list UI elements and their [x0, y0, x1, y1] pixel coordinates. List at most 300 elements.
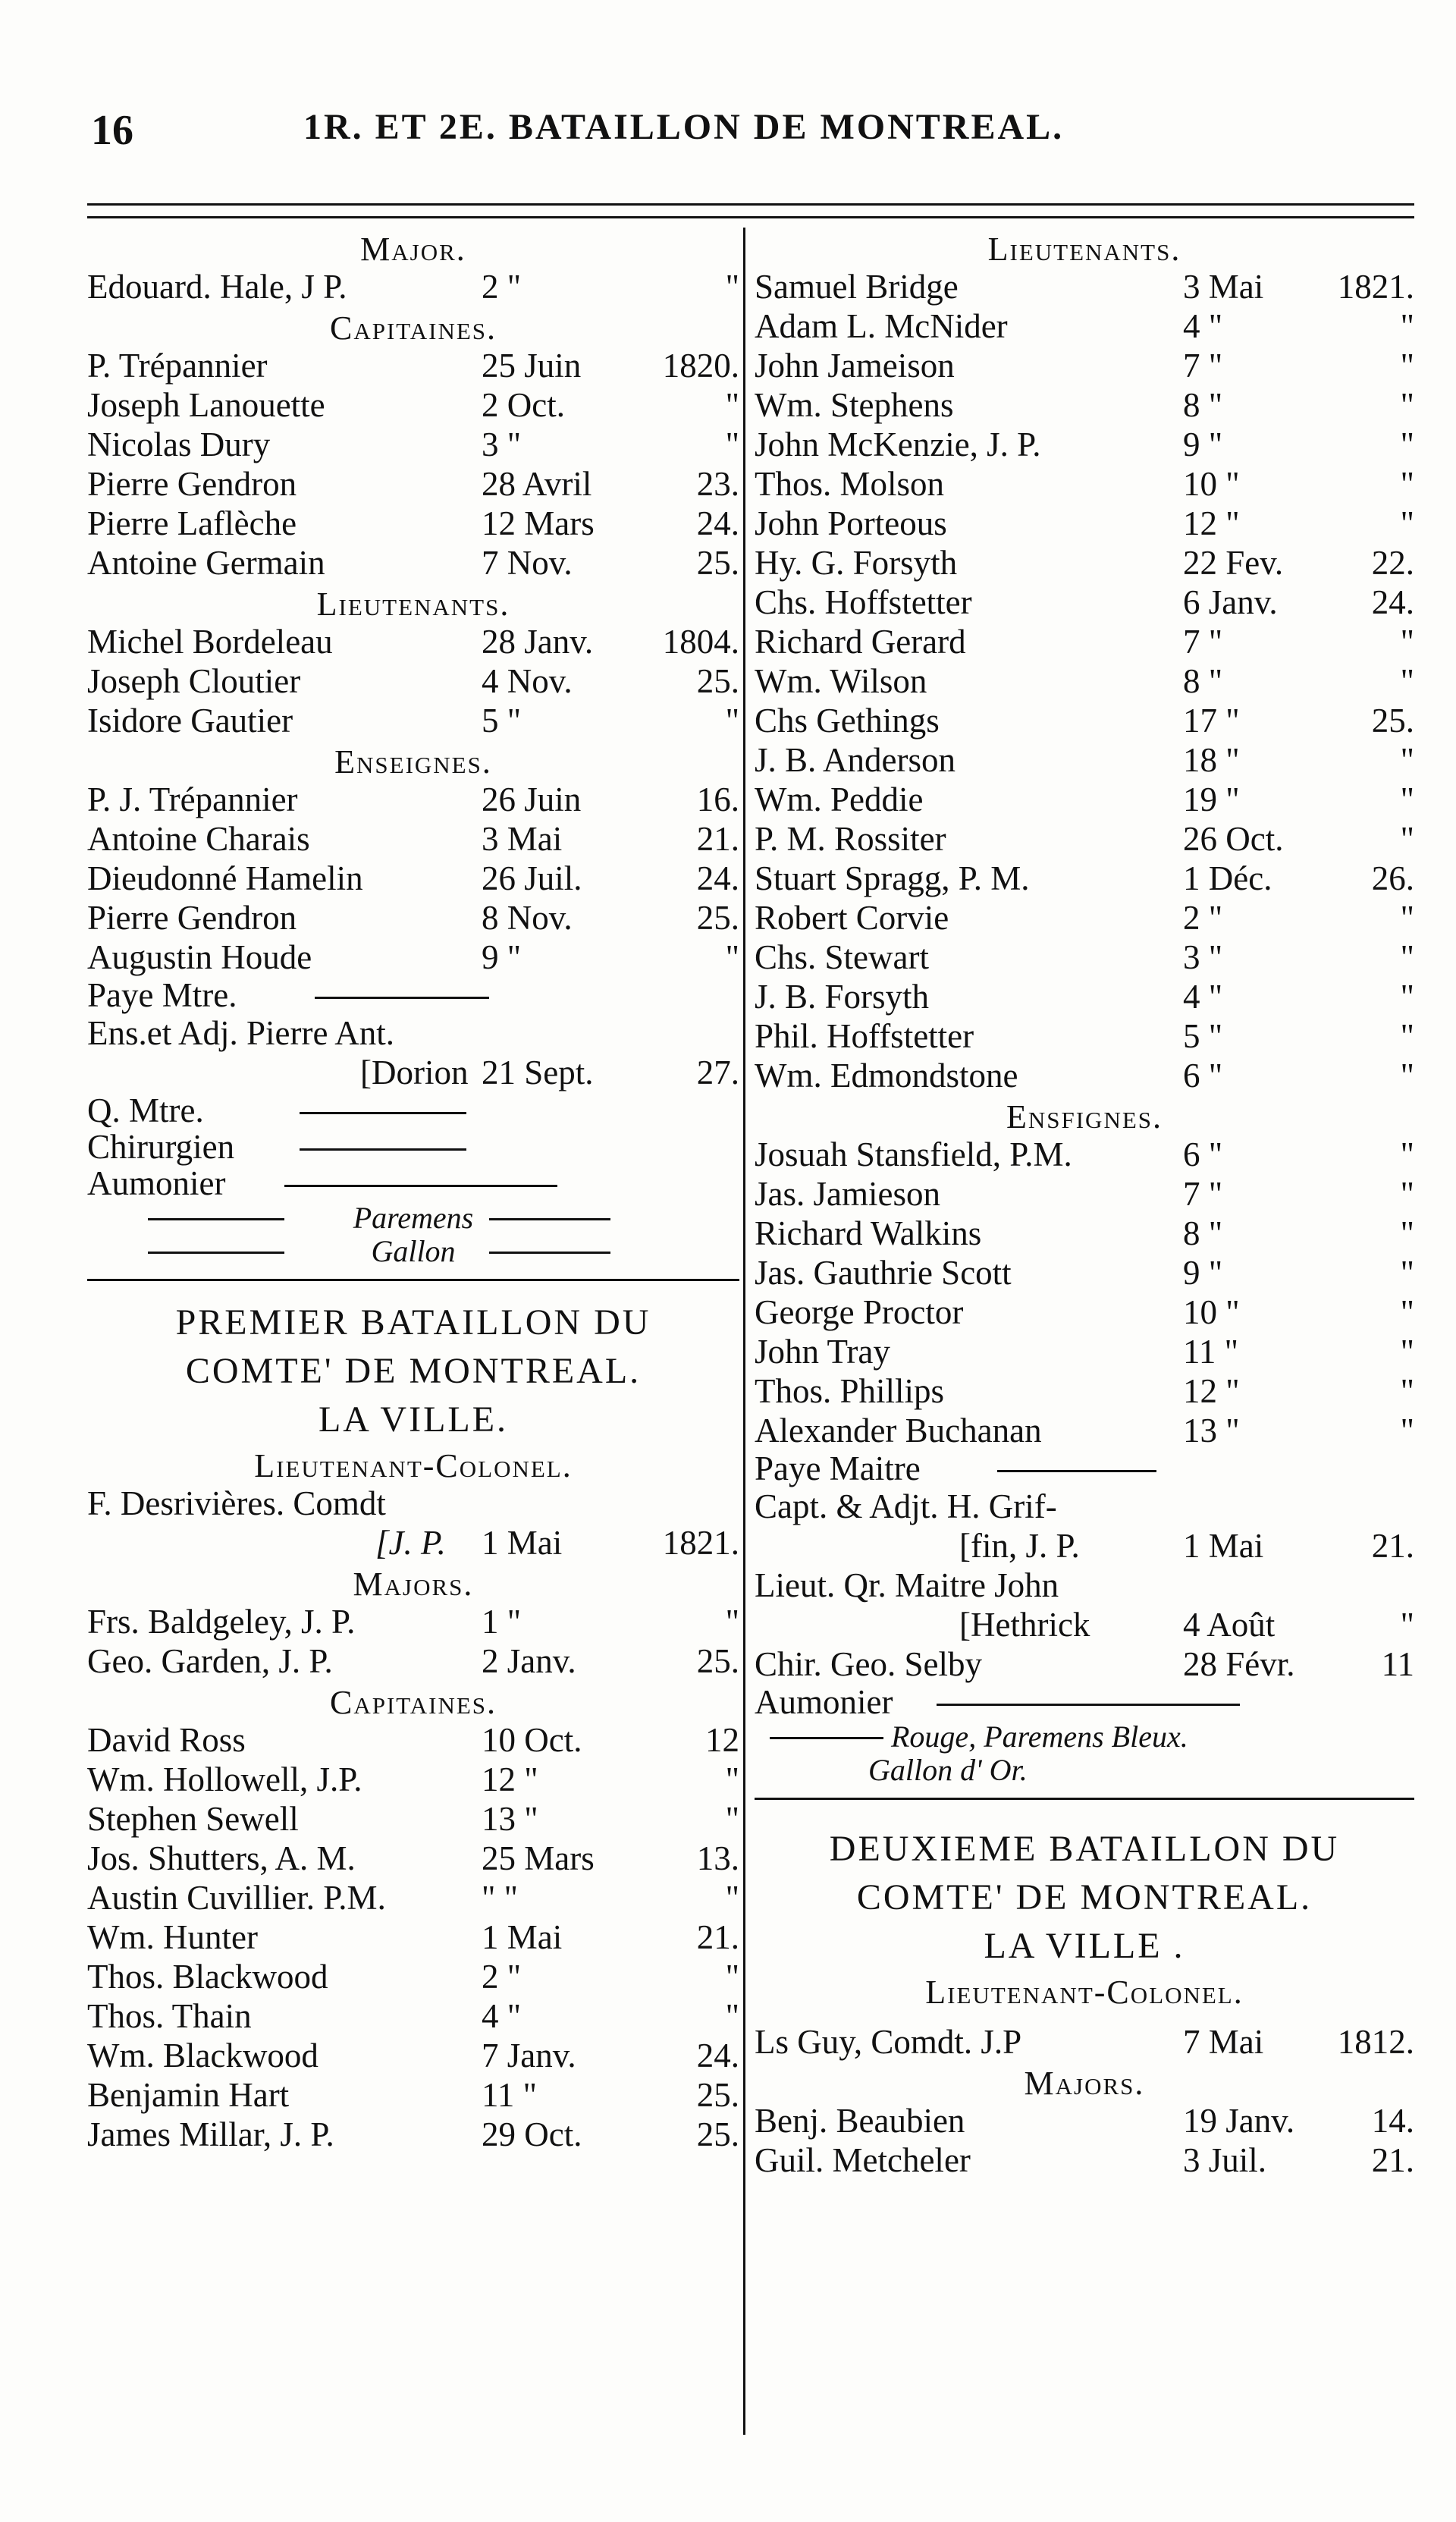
gallon-row [755, 1754, 1414, 1787]
officer-date: 1 Mai [1183, 1527, 1264, 1565]
officer-year: " [1400, 1372, 1414, 1410]
officer-year: " [1400, 662, 1414, 700]
officer-date: 11 " [1183, 1333, 1238, 1371]
officer-year: " [1400, 1606, 1414, 1644]
officer-name: Stuart Spragg, P. M. [755, 859, 1030, 897]
officer-date: 2 Janv. [482, 1642, 576, 1680]
officer-year: 25. [696, 544, 739, 582]
officer-date: 8 " [1183, 662, 1223, 700]
officer-date: 13 " [482, 1800, 538, 1838]
list-item [87, 1839, 739, 1878]
officer-name: Antoine Germain [87, 544, 325, 582]
officer-name: Wm. Peddie [755, 780, 924, 818]
list-item [87, 504, 739, 543]
gallon-label: Gallon [371, 1234, 456, 1268]
officer-year: " [1400, 1135, 1414, 1173]
officer-year: 14. [1371, 2102, 1414, 2140]
officer-year: 24. [696, 504, 739, 542]
list-item [87, 898, 739, 938]
officer-year: 25. [1371, 702, 1414, 740]
q-mtre-row [87, 1092, 739, 1129]
officer-name: Adam L. McNider [755, 307, 1008, 345]
list-item [755, 819, 1414, 859]
officer-date: 7 Janv. [482, 2037, 576, 2074]
officer-year: " [725, 386, 739, 424]
lieutenants-heading: Lieutenants. [987, 231, 1181, 268]
blank-line [489, 1218, 610, 1220]
officer-date: 7 Mai [1183, 2023, 1264, 2061]
officer-date: 18 " [1183, 741, 1240, 779]
officer-date: 28 Janv. [482, 623, 594, 661]
officer-name: Wm. Blackwood [87, 2037, 318, 2074]
q-mtre-label: Q. Mtre. [87, 1091, 204, 1129]
officer-date: 5 " [482, 702, 522, 740]
list-item [87, 464, 739, 504]
officer-year: 21. [1371, 2141, 1414, 2179]
officer-name: Jas. Jamieson [755, 1175, 940, 1213]
list-item [755, 859, 1414, 898]
officer-name: Benj. Beaubien [755, 2102, 965, 2140]
list-item [755, 1371, 1414, 1411]
officer-year: " [1400, 938, 1414, 976]
officer-date: 9 " [1183, 426, 1223, 463]
capitaines-list [87, 346, 739, 583]
bat2-title-line-2: COMTE' DE MONTREAL. [856, 1877, 1313, 1917]
officer-year: 25. [696, 662, 739, 700]
capt-adjt-row [755, 1487, 1414, 1526]
officer-name: Chir. Geo. Selby [755, 1645, 982, 1683]
officer-year: 22. [1371, 544, 1414, 582]
officer-name: Richard Walkins [755, 1214, 982, 1252]
list-item [87, 622, 739, 661]
list-item [755, 1135, 1414, 1174]
list-item [755, 2101, 1414, 2140]
officer-year: 23. [696, 465, 739, 503]
chir-row [755, 1644, 1414, 1684]
officer-year: 25. [696, 1642, 739, 1680]
blank-line [148, 1218, 284, 1220]
officer-date: 4 Août [1183, 1606, 1276, 1644]
officer-year: " [725, 1603, 739, 1641]
officer-name: Pierre Gendron [87, 899, 297, 937]
bat1-title-line-3: LA VILLE. [318, 1399, 509, 1440]
officer-name: Stephen Sewell [87, 1800, 299, 1838]
officer-name: [J. P. [375, 1524, 446, 1562]
officer-date: 12 " [482, 1760, 538, 1798]
paye-label: Paye Maitre [755, 1449, 921, 1487]
lieutenants-list [87, 622, 739, 740]
officer-name: James Millar, J. P. [87, 2115, 334, 2153]
officer-name: Richard Gerard [755, 623, 966, 661]
list-item [87, 1760, 739, 1799]
list-item [755, 780, 1414, 819]
officer-date: 4 Nov. [482, 662, 573, 700]
capt-adjt-label: Capt. & Adjt. H. Grif- [755, 1487, 1057, 1525]
officer-date: 8 " [1183, 1214, 1223, 1252]
officer-year: " [1400, 504, 1414, 542]
officer-date: 17 " [1183, 702, 1240, 740]
officer-year: 25. [696, 2076, 739, 2114]
list-item [755, 543, 1414, 583]
officer-date: 2 " [482, 268, 522, 306]
officer-date: 9 " [482, 938, 522, 976]
officer-year: 21. [1371, 1527, 1414, 1565]
officer-year: 25. [696, 899, 739, 937]
list-item [755, 977, 1414, 1016]
officer-year: 1821. [662, 1524, 739, 1562]
lt-col-cont-row [87, 1523, 739, 1563]
officer-name: Robert Corvie [755, 899, 949, 937]
officer-year: " [1400, 1057, 1414, 1095]
officer-date: 26 Juil. [482, 859, 582, 897]
officer-name: Antoine Charais [87, 820, 310, 858]
paye-row [755, 1450, 1414, 1487]
officer-date: 2 " [1183, 899, 1223, 937]
blank-line [997, 1470, 1156, 1472]
officer-name: Wm. Wilson [755, 662, 927, 700]
list-item [755, 1332, 1414, 1371]
list-item [755, 740, 1414, 780]
list-item [87, 819, 739, 859]
majors-list [755, 2101, 1414, 2180]
list-item [755, 2140, 1414, 2180]
officer-name: F. Desrivières. Comdt [87, 1484, 386, 1522]
officer-year: 21. [696, 820, 739, 858]
list-item [755, 1411, 1414, 1450]
officer-year: " [725, 1879, 739, 1917]
list-item [755, 346, 1414, 385]
bat2-title-line-3: LA VILLE . [984, 1926, 1185, 1966]
officer-name: Jos. Shutters, A. M. [87, 1839, 356, 1877]
officer-name: Josuah Stansfield, P.M. [755, 1135, 1072, 1173]
officer-name: Chs. Hoffstetter [755, 583, 972, 621]
list-item [755, 385, 1414, 425]
list-item [87, 2075, 739, 2115]
list-item [755, 661, 1414, 701]
officer-date: 25 Juin [482, 347, 582, 385]
paye-label: Paye Mtre. [87, 976, 237, 1014]
officer-year: 1820. [662, 347, 739, 385]
officer-name: Chs. Stewart [755, 938, 929, 976]
section-divider [87, 1268, 739, 1291]
officer-year: 12 [705, 1721, 739, 1759]
list-item [87, 267, 739, 306]
officer-date: 3 Mai [482, 820, 563, 858]
officer-date: 2 Oct. [482, 386, 565, 424]
list-item [87, 1996, 739, 2036]
officer-date: 6 " [1183, 1057, 1223, 1095]
officer-name: Augustin Houde [87, 938, 312, 976]
officer-year: 21. [696, 1918, 739, 1956]
blank-line [284, 1185, 557, 1187]
officer-date: 1 Mai [482, 1524, 563, 1562]
officer-year: 27. [696, 1054, 739, 1091]
officer-name: J. B. Forsyth [755, 978, 930, 1016]
lieutenants-heading: Lieutenants. [316, 586, 510, 623]
officer-year: 1812. [1337, 2023, 1414, 2061]
officer-year: " [1400, 465, 1414, 503]
officer-name: Joseph Lanouette [87, 386, 325, 424]
officer-year: " [725, 1760, 739, 1798]
capitaines2-heading: Capitaines. [329, 1684, 497, 1721]
officer-date: 1 " [482, 1603, 522, 1641]
list-item [87, 701, 739, 740]
officer-year: 11 [1381, 1645, 1414, 1683]
ensignes-list [755, 1135, 1414, 1450]
officer-year: 26. [1371, 859, 1414, 897]
lieut-qr-cont-row [755, 1605, 1414, 1644]
officer-year: 24. [696, 2037, 739, 2074]
officer-name: Frs. Baldgeley, J. P. [87, 1603, 356, 1641]
officer-date: 1 Déc. [1183, 859, 1272, 897]
blank-line [300, 1112, 466, 1114]
officer-name: Chs Gethings [755, 702, 940, 740]
enseignes-heading: Enseignes. [334, 743, 492, 780]
blank-line [315, 997, 489, 999]
blank-line [770, 1737, 883, 1739]
officer-year: " [1400, 741, 1414, 779]
aumonier-label: Aumonier [87, 1164, 226, 1202]
officer-name: Wm. Edmondstone [755, 1057, 1018, 1095]
enseignes-list [87, 780, 739, 977]
officer-name: Phil. Hoffstetter [755, 1017, 974, 1055]
officer-name: John Tray [755, 1333, 890, 1371]
officer-name: Austin Cuvillier. P.M. [87, 1879, 386, 1917]
officer-year: " [1400, 780, 1414, 818]
capt-adjt-cont-row [755, 1526, 1414, 1566]
page-number: 16 [91, 107, 133, 154]
officer-date: 26 Oct. [1183, 820, 1284, 858]
officer-name: Thos. Phillips [755, 1372, 945, 1410]
officer-date: 3 " [1183, 938, 1223, 976]
officer-year: " [725, 1800, 739, 1838]
officer-date: 26 Juin [482, 780, 582, 818]
facing-2-label: Gallon d' Or. [868, 1753, 1028, 1787]
officer-name: Wm. Hunter [87, 1918, 258, 1956]
officer-date: 9 " [1183, 1254, 1223, 1292]
ens-adj-cont-row [87, 1053, 739, 1092]
officer-date: " " [482, 1879, 518, 1917]
officer-year: 13. [696, 1839, 739, 1877]
list-item [755, 898, 1414, 938]
officer-name: Samuel Bridge [755, 268, 959, 306]
officer-name: Alexander Buchanan [755, 1412, 1042, 1449]
blank-line [300, 1148, 466, 1151]
officer-date: 3 Juil. [1183, 2141, 1267, 2179]
officer-date: 13 " [1183, 1412, 1240, 1449]
paye-row [87, 977, 739, 1013]
column-divider [743, 228, 745, 2435]
list-item [87, 1720, 739, 1760]
officer-year: " [725, 702, 739, 740]
officer-name: P. Trépannier [87, 347, 268, 385]
officer-year: " [1400, 1412, 1414, 1449]
list-item [87, 346, 739, 385]
majors-heading: Majors. [353, 1566, 474, 1603]
bat2-title-line-1: DEUXIEME BATAILLON DU [829, 1829, 1340, 1869]
officer-name: Dieudonné Hamelin [87, 859, 363, 897]
aumonier-row [755, 1684, 1414, 1720]
officer-name: Thos. Blackwood [87, 1958, 328, 1996]
list-item [755, 1253, 1414, 1292]
officer-year: 1821. [1337, 268, 1414, 306]
officer-name: Isidore Gautier [87, 702, 293, 740]
officer-date: 25 Mars [482, 1839, 595, 1877]
page-header [0, 0, 1456, 197]
list-item [87, 385, 739, 425]
officer-date: 7 " [1183, 347, 1223, 385]
officer-date: 10 Oct. [482, 1721, 582, 1759]
running-head: 1R. ET 2E. BATAILLON DE MONTREAL. [303, 107, 1065, 147]
list-item [87, 1799, 739, 1839]
officer-name: David Ross [87, 1721, 246, 1759]
list-item [87, 938, 739, 977]
officer-name: Thos. Molson [755, 465, 945, 503]
bat1-title-line-1: PREMIER BATAILLON DU [175, 1302, 651, 1343]
officer-date: 8 Nov. [482, 899, 573, 937]
officer-year: " [1400, 1017, 1414, 1055]
officer-year: " [1400, 623, 1414, 661]
blank-line [937, 1704, 1240, 1706]
list-item [755, 1056, 1414, 1095]
officer-name: Hy. G. Forsyth [755, 544, 958, 582]
officer-name: Wm. Hollowell, J.P. [87, 1760, 362, 1798]
list-item [755, 938, 1414, 977]
list-item [87, 859, 739, 898]
list-item [87, 543, 739, 583]
officer-date: 22 Fev. [1183, 544, 1284, 582]
officer-name: Geo. Garden, J. P. [87, 1642, 333, 1680]
officer-date: 28 Avril [482, 465, 592, 503]
list-item [87, 1917, 739, 1957]
officer-year: " [1400, 386, 1414, 424]
chirurgien-row [87, 1129, 739, 1165]
officer-date: 6 " [1183, 1135, 1223, 1173]
ens-adj-row [87, 1013, 739, 1053]
officer-name: P. J. Trépannier [87, 780, 298, 818]
list-item [755, 504, 1414, 543]
officer-date: 10 " [1183, 465, 1240, 503]
lieut-qr-row [755, 1566, 1414, 1605]
right-column [755, 228, 1414, 2180]
officer-name: Pierre Gendron [87, 465, 297, 503]
officer-year: " [1400, 978, 1414, 1016]
list-item [87, 1878, 739, 1917]
facing-row [755, 1720, 1414, 1754]
lt-col-heading: Lieutenant-Colonel. [254, 1447, 573, 1484]
blank-line [148, 1252, 284, 1254]
list-item [87, 2115, 739, 2154]
officer-date: 4 " [482, 1997, 522, 2035]
lt-col-row [755, 2022, 1414, 2062]
officer-date: 2 " [482, 1958, 522, 1996]
officer-year: " [1400, 1333, 1414, 1371]
officer-date: 5 " [1183, 1017, 1223, 1055]
aumonier-row [87, 1165, 739, 1201]
lieut-qr-label: Lieut. Qr. Maitre John [755, 1566, 1059, 1604]
list-item [755, 306, 1414, 346]
officer-date: 11 " [482, 2076, 537, 2114]
officer-name: [Dorion [360, 1054, 469, 1091]
officer-year: " [1400, 820, 1414, 858]
officer-date: 6 Janv. [1183, 583, 1278, 621]
officer-year: 16. [696, 780, 739, 818]
officer-date: 4 " [1183, 978, 1223, 1016]
officer-date: 19 Janv. [1183, 2102, 1295, 2140]
officer-name: Guil. Metcheler [755, 2141, 971, 2179]
officer-date: 12 Mars [482, 504, 595, 542]
officer-date: 7 " [1183, 623, 1223, 661]
officer-name: Jas. Gauthrie Scott [755, 1254, 1012, 1292]
officer-name: John McKenzie, J. P. [755, 426, 1041, 463]
officer-date: 19 " [1183, 780, 1240, 818]
list-item [755, 583, 1414, 622]
lt-col-heading: Lieutenant-Colonel. [925, 1974, 1244, 2011]
facing-1-label: Rouge, Paremens Bleux. [891, 1720, 1188, 1754]
officer-year: " [725, 268, 739, 306]
officer-date: 12 " [1183, 1372, 1240, 1410]
officer-name: Wm. Stephens [755, 386, 954, 424]
officer-year: " [1400, 347, 1414, 385]
officer-name: Ls Guy, Comdt. J.P [755, 2023, 1022, 2061]
list-item [87, 1602, 739, 1641]
bat1-title-line-2: COMTE' DE MONTREAL. [185, 1351, 642, 1391]
officer-date: 29 Oct. [482, 2115, 582, 2153]
officer-date: 4 " [1183, 307, 1223, 345]
officer-name: Pierre Laflèche [87, 504, 297, 542]
list-item [755, 622, 1414, 661]
officer-year: " [725, 938, 739, 976]
capitaines-heading: Capitaines. [329, 309, 497, 347]
majors-heading: Majors. [1024, 2065, 1145, 2102]
gallon-row [87, 1235, 739, 1268]
aumonier-label: Aumonier [755, 1683, 893, 1721]
officer-year: 24. [696, 859, 739, 897]
list-item [755, 267, 1414, 306]
capitaines2-list [87, 1720, 739, 2154]
list-item [87, 1641, 739, 1681]
list-item [755, 701, 1414, 740]
officer-date: 3 " [482, 426, 522, 463]
ensignes-heading: Ensfignes. [1006, 1098, 1163, 1135]
list-item [87, 2036, 739, 2075]
officer-year: " [1400, 1254, 1414, 1292]
list-item [87, 780, 739, 819]
officer-year: " [1400, 1293, 1414, 1331]
ens-adj-label: Ens.et Adj. Pierre Ant. [87, 1014, 394, 1052]
blank-line [489, 1252, 610, 1254]
officer-date: 28 Févr. [1183, 1645, 1295, 1683]
left-column [87, 228, 739, 2154]
officer-name: [fin, J. P. [959, 1527, 1080, 1565]
officer-name: Benjamin Hart [87, 2076, 290, 2114]
section-divider [755, 1787, 1414, 1810]
officer-date: 7 " [1183, 1175, 1223, 1213]
officer-name: Thos. Thain [87, 1997, 252, 2035]
officer-year: " [1400, 1175, 1414, 1213]
officer-date: 8 " [1183, 386, 1223, 424]
list-item [755, 1174, 1414, 1214]
list-item [755, 1214, 1414, 1253]
officer-name: J. B. Anderson [755, 741, 956, 779]
officer-date: 10 " [1183, 1293, 1240, 1331]
facing-row [87, 1201, 739, 1235]
officer-year: " [725, 1958, 739, 1996]
officer-name: Nicolas Dury [87, 426, 271, 463]
lt-col-row [87, 1484, 739, 1523]
officer-year: 25. [696, 2115, 739, 2153]
paremens-label: Paremens [353, 1201, 474, 1235]
